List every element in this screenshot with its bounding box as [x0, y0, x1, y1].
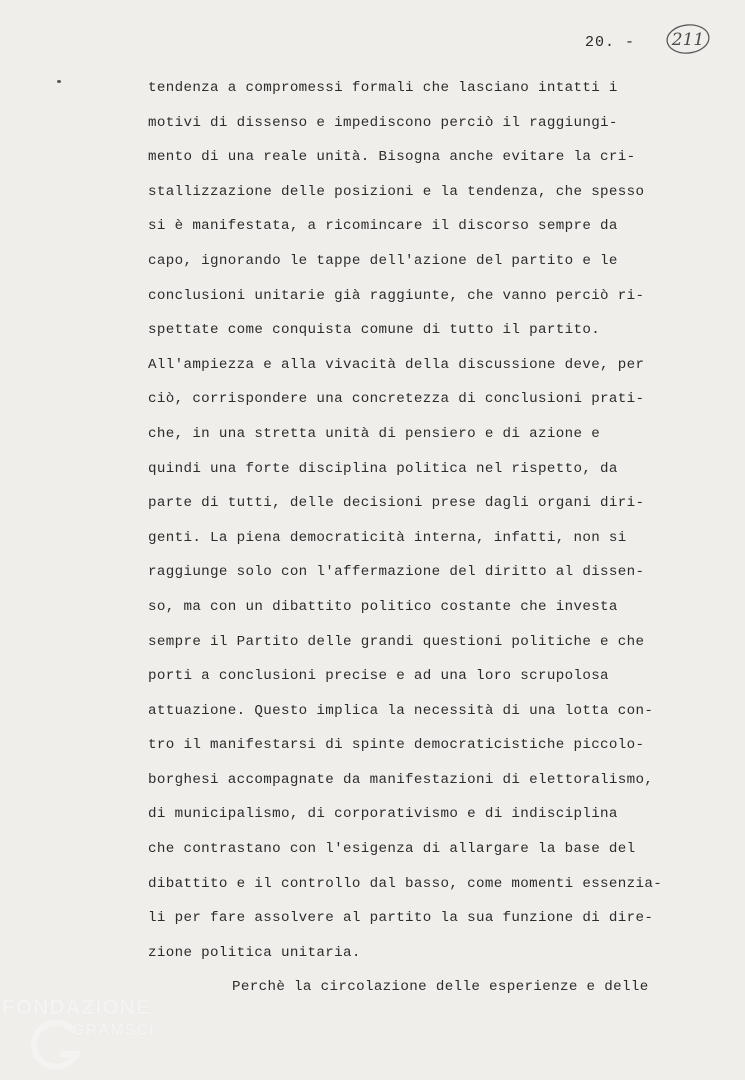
text-line: si è manifestata, a ricomincare il discorso sempre da — [148, 218, 618, 235]
text-line: che contrastano con l'esigenza di allargare la base del — [148, 841, 636, 858]
text-line: All'ampiezza e alla vivacità della discussione deve, per — [148, 356, 645, 373]
text-line: dibattito e il controllo dal basso, come momenti essenzia- — [148, 875, 663, 892]
folio-circle-icon — [664, 22, 712, 56]
text-line: li per fare assolvere al partito la sua funzione di dire- — [148, 910, 654, 927]
paragraph-start-line: Perchè la circolazione delle esperienze e delle — [232, 979, 649, 996]
text-line: parte di tutti, delle decisioni prese dagli organi diri- — [148, 495, 645, 512]
text-line: borghesi accompagnate da manifestazioni di elettoralismo, — [148, 771, 654, 788]
text-line: stallizzazione delle posizioni e la tendenza, che spesso — [148, 183, 645, 200]
text-line: quindi una forte disciplina politica nel rispetto, da — [148, 460, 618, 477]
folio-text: 211 — [671, 30, 705, 50]
text-line: motivi di dissenso e impediscono perciò il raggiungi- — [148, 114, 618, 131]
text-line: ciò, corrispondere una concretezza di conclusioni prati- — [148, 391, 645, 408]
text-line: attuazione. Questo implica la necessità di una lotta con- — [148, 702, 654, 719]
handwritten-folio-number — [664, 22, 712, 56]
text-line: porti a conclusioni precise e ad una loro scrupolosa — [148, 668, 609, 685]
text-line: genti. La piena democraticità interna, infatti, non si — [148, 529, 627, 546]
text-line: raggiunge solo con l'affermazione del diritto al dissen- — [148, 564, 645, 581]
text-line: conclusioni unitarie già raggiunte, che vanno perciò ri- — [148, 287, 645, 304]
text-line: zione politica unitaria. — [148, 944, 361, 961]
text-line: mento di una reale unità. Bisogna anche evitare la cri- — [148, 149, 636, 166]
text-line: capo, ignorando le tappe dell'azione del partito e le — [148, 252, 618, 269]
margin-mark — [57, 80, 61, 83]
watermark-line2: GRAMSCI — [72, 1022, 155, 1039]
page-number: 20. - — [585, 34, 636, 51]
archive-watermark — [2, 996, 202, 1076]
body-text — [148, 75, 668, 1009]
watermark-line1: FONDAZIONE — [2, 996, 151, 1019]
text-line: tro il manifestarsi di spinte democraticistiche piccolo- — [148, 737, 645, 754]
text-line: spettate come conquista comune di tutto il partito. — [148, 322, 601, 339]
text-line: tendenza a compromessi formali che lasciano intatti i — [148, 80, 618, 96]
text-line: sempre il Partito delle grandi questioni politiche e che — [148, 633, 645, 650]
text-line: so, ma con un dibattito politico costante che investa — [148, 598, 618, 615]
text-line: che, in una stretta unità di pensiero e di azione e — [148, 425, 601, 442]
text-line: di municipalismo, di corporativismo e di indisciplina — [148, 806, 618, 823]
